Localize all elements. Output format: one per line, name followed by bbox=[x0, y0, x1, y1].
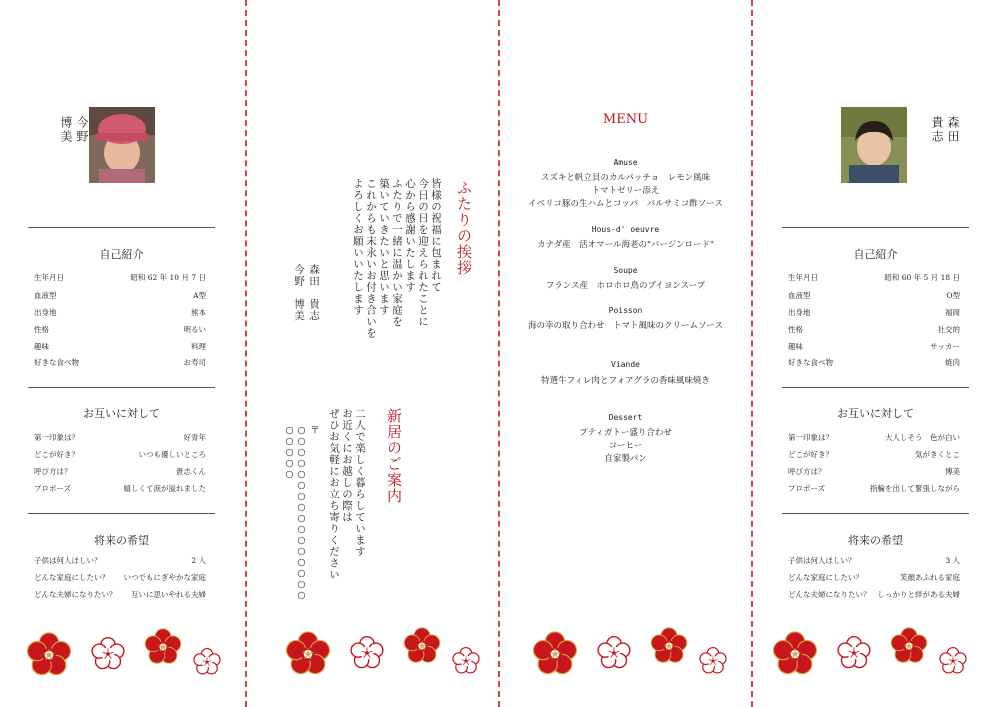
row-label: 出身地 bbox=[788, 308, 811, 317]
row-label: プロポーズ bbox=[788, 484, 826, 493]
list-item bbox=[788, 307, 960, 318]
row-label: 生年月日 bbox=[34, 273, 64, 282]
plum-blossom-icon bbox=[26, 632, 72, 678]
course-name: Hous-d' oeuvre bbox=[591, 225, 660, 234]
row-value: 笑顔あふれる家庭 bbox=[900, 573, 960, 582]
greeting-line: 築いていきたいと思います bbox=[378, 178, 390, 316]
row-label: 呼び方は？ bbox=[34, 467, 72, 476]
list-item bbox=[788, 449, 960, 460]
row-value: 博美 bbox=[945, 467, 960, 476]
list-item bbox=[34, 466, 206, 477]
plum-blossom-outline-icon bbox=[597, 636, 631, 670]
row-label: 好きな食べ物 bbox=[34, 358, 79, 367]
menu-item: カナダ産 活オマール海老の"バージンロード" bbox=[537, 240, 714, 250]
course-name: Amuse bbox=[613, 158, 638, 167]
row-value: 嬉しくて涙が溢れました bbox=[123, 484, 206, 493]
greeting-panel bbox=[247, 0, 498, 707]
greeting-line: 今日の日を迎えられたことに bbox=[417, 178, 429, 328]
list-item bbox=[788, 290, 960, 301]
plum-blossom-outline-icon bbox=[452, 647, 480, 675]
menu-item: コーヒー bbox=[608, 441, 643, 451]
profile-title: 自己紹介 bbox=[853, 248, 898, 261]
row-value: 福岡 bbox=[945, 308, 960, 317]
section-divider bbox=[28, 387, 215, 388]
list-item bbox=[788, 324, 960, 335]
row-label: どんな家庭にしたい？ bbox=[788, 573, 863, 582]
row-label: 第一印象は？ bbox=[788, 433, 833, 442]
plum-blossom-outline-icon bbox=[193, 648, 221, 676]
list-item bbox=[34, 572, 206, 583]
bride-photo bbox=[89, 107, 155, 183]
section-divider bbox=[782, 227, 969, 228]
signature-line: 今野 博美 bbox=[293, 264, 305, 322]
row-label: 子供は何人ほしい？ bbox=[34, 556, 102, 565]
list-item bbox=[34, 357, 206, 368]
address-line: ○○○○○○○○○○○○○○○○ bbox=[296, 425, 307, 601]
row-value: 2 人 bbox=[191, 556, 206, 565]
row-value: 昭和 62 年 10 月 7 日 bbox=[130, 273, 206, 282]
signature-line: 森田 貴志 bbox=[308, 264, 320, 322]
plum-blossom-icon bbox=[144, 628, 182, 666]
groom-panel bbox=[753, 0, 1000, 707]
menu-panel bbox=[500, 0, 751, 707]
menu-item: プティガトー盛り合わせ bbox=[579, 428, 672, 438]
groom-name bbox=[929, 116, 961, 196]
plum-blossom-icon bbox=[890, 627, 928, 665]
row-value: 気がきくとこ bbox=[915, 450, 960, 459]
plum-blossom-icon bbox=[403, 627, 441, 665]
list-item bbox=[34, 290, 206, 301]
row-label: 子供は何人ほしい？ bbox=[788, 556, 856, 565]
newhome-address bbox=[283, 425, 319, 601]
course-name: Poisson bbox=[608, 306, 643, 315]
newhome-line: ぜひお気軽にお立ち寄りください bbox=[328, 408, 340, 581]
menu-item: トマトゼリー添え bbox=[591, 186, 660, 196]
bride-given-name: 博美 bbox=[59, 116, 73, 144]
postal-mark: 〒 bbox=[308, 425, 319, 435]
menu-item: 自家製パン bbox=[604, 454, 647, 464]
row-label: 性格 bbox=[788, 325, 803, 334]
mutual-title: お互いに対して bbox=[83, 407, 160, 420]
list-item bbox=[34, 555, 206, 566]
plum-blossom-icon bbox=[772, 631, 818, 677]
row-label: 好きな食べ物 bbox=[788, 358, 833, 367]
list-item bbox=[788, 341, 960, 352]
section-divider bbox=[28, 227, 215, 228]
course-name: Dessert bbox=[608, 413, 643, 422]
greeting-line: よろしくお願いいたします bbox=[352, 178, 364, 316]
groom-given-name: 貴志 bbox=[930, 116, 944, 144]
profile-title: 自己紹介 bbox=[99, 248, 144, 261]
row-label: どんな家庭にしたい？ bbox=[34, 573, 109, 582]
greeting-line: 皆様の祝福に包まれて bbox=[430, 178, 442, 293]
plum-blossom-icon bbox=[532, 631, 578, 677]
plum-blossom-outline-icon bbox=[699, 647, 727, 675]
greeting-line: これからも末永いお付き合いを bbox=[365, 178, 377, 339]
row-label: 血液型 bbox=[788, 291, 811, 300]
greeting-body bbox=[351, 178, 442, 339]
list-item bbox=[34, 272, 206, 283]
bride-family-name: 今野 bbox=[75, 116, 89, 144]
list-item bbox=[788, 555, 960, 566]
row-value: 焼肉 bbox=[945, 358, 960, 367]
row-value: しっかりと絆がある夫婦 bbox=[877, 590, 960, 599]
list-item bbox=[788, 589, 960, 600]
menu-title: MENU bbox=[602, 112, 649, 127]
plum-blossom-outline-icon bbox=[939, 647, 967, 675]
row-value: いつも優しいところ bbox=[138, 450, 206, 459]
row-label: どこが好き？ bbox=[34, 450, 79, 459]
row-value: サッカー bbox=[930, 342, 960, 351]
row-value: 互いに思いやれる夫婦 bbox=[131, 590, 206, 599]
plum-blossom-icon bbox=[285, 631, 331, 677]
list-item bbox=[34, 307, 206, 318]
menu-item: 特選牛フィレ肉とフォアグラの香味風味焼き bbox=[541, 376, 710, 386]
list-item bbox=[788, 357, 960, 368]
list-item bbox=[34, 341, 206, 352]
section-divider bbox=[782, 513, 969, 514]
groom-family-name: 森田 bbox=[946, 116, 960, 144]
list-item bbox=[788, 572, 960, 583]
row-label: 趣味 bbox=[34, 342, 49, 351]
list-item bbox=[34, 483, 206, 494]
menu-item: 海の幸の取り合わせ トマト風味のクリームソース bbox=[527, 321, 724, 331]
plum-blossom-outline-icon bbox=[837, 636, 871, 670]
row-label: どんな夫婦になりたい？ bbox=[788, 590, 871, 599]
newhome-line: お近くにお越しの際は bbox=[341, 408, 353, 523]
row-value: A型 bbox=[193, 291, 206, 300]
row-value: お寿司 bbox=[183, 358, 206, 367]
course-name: Soupe bbox=[613, 266, 638, 275]
list-item bbox=[34, 324, 206, 335]
row-value: 料理 bbox=[191, 342, 206, 351]
row-label: 第一印象は？ bbox=[34, 433, 79, 442]
newhome-line: 二人で楽しく暮らしています bbox=[354, 408, 366, 558]
row-value: 昭和 60 年 5 月 18 日 bbox=[884, 273, 960, 282]
course-name: Viande bbox=[611, 360, 640, 369]
row-label: 趣味 bbox=[788, 342, 803, 351]
row-value: 3 人 bbox=[945, 556, 960, 565]
list-item bbox=[788, 432, 960, 443]
row-value: 貴志くん bbox=[176, 467, 206, 476]
newhome-title: 新居のご案内 bbox=[385, 408, 403, 504]
future-title: 将来の希望 bbox=[848, 534, 903, 547]
row-value: いつでもにぎやかな家庭 bbox=[123, 573, 206, 582]
bride-name bbox=[58, 116, 90, 196]
greeting-line: 心から感謝いたします bbox=[404, 178, 416, 293]
plum-blossom-icon bbox=[650, 627, 688, 665]
section-divider bbox=[28, 513, 215, 514]
plum-blossom-outline-icon bbox=[91, 637, 125, 671]
menu-item: スズキと帆立貝のカルパッチョ レモン風味 bbox=[540, 173, 711, 183]
row-label: 呼び方は？ bbox=[788, 467, 826, 476]
list-item bbox=[788, 466, 960, 477]
list-item bbox=[34, 449, 206, 460]
row-value: 好青年 bbox=[183, 433, 206, 442]
row-value: O型 bbox=[946, 291, 960, 300]
section-divider bbox=[782, 387, 969, 388]
list-item bbox=[34, 432, 206, 443]
row-label: どんな夫婦になりたい？ bbox=[34, 590, 117, 599]
menu-item: イベリコ豚の生ハムとコッパ バルサミコ酢ソース bbox=[528, 199, 723, 209]
row-label: 性格 bbox=[34, 325, 49, 334]
plum-blossom-outline-icon bbox=[350, 636, 384, 670]
list-item bbox=[34, 589, 206, 600]
row-value: 指輪を出して緊張しながら bbox=[870, 484, 960, 493]
list-item bbox=[788, 483, 960, 494]
row-value: 明るい bbox=[183, 325, 206, 334]
row-value: 社交的 bbox=[937, 325, 960, 334]
row-label: 血液型 bbox=[34, 291, 57, 300]
groom-photo bbox=[841, 107, 907, 183]
mutual-title: お互いに対して bbox=[837, 407, 914, 420]
greeting-signatures bbox=[291, 264, 321, 322]
menu-item: フランス産 ホロホロ鳥のブイヨンスープ bbox=[545, 281, 706, 291]
row-label: 出身地 bbox=[34, 308, 57, 317]
row-label: 生年月日 bbox=[788, 273, 818, 282]
row-label: プロポーズ bbox=[34, 484, 72, 493]
row-value: 大人しそう 色が白い bbox=[885, 433, 960, 442]
address-line: ○○○○○ bbox=[284, 425, 295, 480]
row-value: 熊本 bbox=[191, 308, 206, 317]
greeting-line: ふたりで一緒に温かい家庭を bbox=[391, 178, 403, 328]
bride-panel bbox=[0, 0, 245, 707]
future-title: 将来の希望 bbox=[94, 534, 149, 547]
row-label: どこが好き？ bbox=[788, 450, 833, 459]
list-item bbox=[788, 272, 960, 283]
greeting-title: ふたりの挨拶 bbox=[455, 180, 473, 276]
newhome-body bbox=[327, 408, 366, 581]
